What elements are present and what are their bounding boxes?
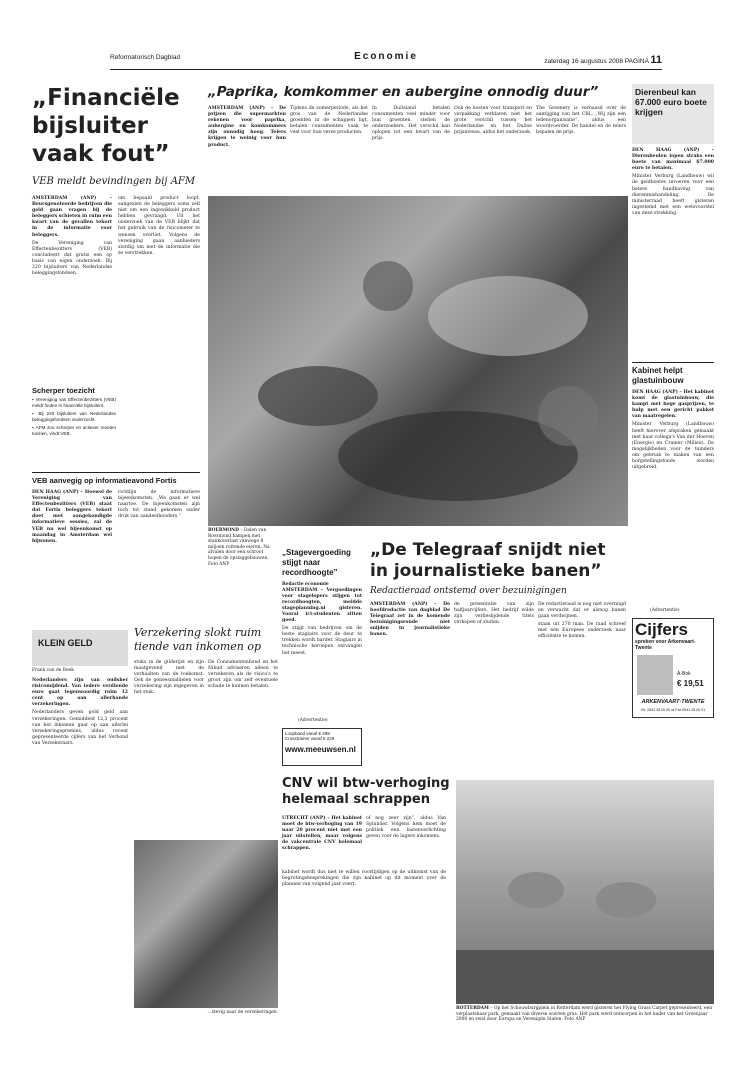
meeuwsen-site[interactable]: www.meeuwsen.nl [285,745,356,754]
paprika-col3-text: In Duitsland betalen consumenten veel minder voor hun groenten, stellen de onderzoekers. Het verschil kan oplopen tot een kwart van de prijs. [372,106,450,142]
market-photo-caption [208,528,278,567]
cijfers-ad-label: (Advertentie) [650,608,680,613]
meeuwsen-line1: Loopband vanaf € 499 [285,731,330,736]
afm-box-item: ▪ Vereniging van Effectenbezitters (VEB) meldt fouten in financiële bijsluiters. [32,397,116,409]
stage-lead: AMSTERDAM – Vergoedingen voor stagelopers stijgen tot recordhoogten, meldde stageplanning.nl gisteren. Vooral ict-studenten zitten goed. [282,587,362,624]
page-number: 11 [650,54,662,66]
fortis-lead: DEN HAAG (ANP) – Hoewel de Vereniging van Effectenbezitters (VEB) staat dat Fortis beleggers tekort doet met aangekondigde informatieve sessies, zal de VEB nu wel bijeenkomst op maandag in Amsterdam wel bijwonen. [32,490,112,544]
cijfers-subtitle: spreken voor Arkenvaart-Twente [635,639,696,651]
paprika-col2-text: Tijdens de zomerperiode, als het gros van de Nederlandse groenten in de schappen ligt, betalen consumenten vaak te veel voor hun verse producten. [290,106,368,136]
paprika-headline: „Paprika, komkommer en aubergine onnodig duur” [208,84,599,100]
afm-box [32,386,116,440]
stage-headline: „Stagevergoeding stijgt naar recordhoogte” [282,548,351,577]
section-rule [32,472,200,473]
dierenbeul-lead: DEN HAAG (ANP) – Dierenbeulen lopen straks een boete van maximaal 67.000 euro te betalen. [632,148,714,172]
afm-col1 [32,196,112,279]
cnv-col1 [282,816,362,855]
telegraaf-col3-text: De redactieraad is nog niet overtuigd en verwacht dat er alsnog banen gaan verdwijnen. [538,602,626,620]
verzekering-col3 [208,660,278,692]
telegraaf-subhead: Redactieraad ontstemd over bezuinigingen [370,586,567,596]
verzekering-photo-credit: Frank van de Beek [32,668,74,673]
cnv-col3 [282,870,446,890]
telegraaf-col2 [454,602,534,628]
verzekering-headline: Verzekering slokt ruim tiende van inkomen op [134,626,262,653]
verzekering-col2-text: stuks in de gilderijst en zijn maatgevend met de verhaalten van de toekomst. Ook de geneesmiddelen voor verzekering zijn ingegeven in het stuk. [134,660,204,696]
grass-caption-text: – Op het Schouwburgplein in Rotterdam werd gisteren het Flying Grass Carpet gepresenteerd, een verplaatsbaar park, gemaakt van diverse soorten gras. Het park werd ontworpen in het kader van het Groenjaar 2008 en reist door Europa en Verenigde Staten. Foto ANP [456,1006,713,1023]
paprika-col2 [290,106,368,138]
paprika-col4-text: Ook de kosten voor transport en verpakking verklaren niet het grote verschil tussen het Nederlandse en het Duitse prijsniveau, aldus het onderzoek. [454,106,532,136]
telegraaf-col3 [538,602,626,643]
kabinet-body [632,390,714,473]
verzekering-lead: Nederlanders zijn van oudsher risicomijdend. Van iedere verdiende euro gaat tegenwoordig ruim 12 cent op aan allerhande verzekeringen. [32,678,128,708]
afm-subhead: VEB meldt bevindingen bij AFM [32,176,196,187]
product-image [637,655,673,695]
cijfers-title: Cijfers [635,620,688,639]
paprika-col1 [208,106,286,151]
verzekering-photo [134,840,278,1008]
masthead [110,52,662,66]
meeuwsen-ad-label: (Advertentie) [298,718,328,723]
kabinet-text: Minister Verburg (Landbouw) heeft hierover afspraken gemaakt met haar collega's Van der Hoeven (Energie) en Cramer (Milieu). De mogelijkheden voor de tuinders om gebruik te maken van een borgstellingsfonds worden uitgebreid. [632,422,714,471]
afm-lead-repeat: De Vereniging van Effectenbezitters (VEB) concludeert dat gratis een op basis van eigen onderzoek. Bij 220 bijsluiters van Nederlandse beleggingsfondsen. [32,240,112,277]
dierenbeul-body [632,148,714,219]
grass-carpet-caption [456,1006,714,1023]
verzekering-col2 [134,660,204,699]
meeuwsen-ad[interactable] [282,728,362,766]
paprika-col5 [536,106,626,138]
afm-box-title: Scherper toezicht [32,386,95,395]
klein-geld-label: KLEIN GELD [38,638,93,648]
kabinet-lead: DEN HAAG (ANP) – Het kabinet komt de glastuinbouw, die kampt met hoge gasprijzen, te hulp met een gericht pakket van maatregelen. [632,390,714,420]
afm-headline: „Financiële bijsluiter vaak fout” [32,85,180,167]
afm-col2 [118,196,200,259]
stage-body [282,582,362,659]
fortis-headline: VEB aanvegig op informatieavond Fortis [32,476,177,485]
cijfers-contact: Tel. 0541 28 00 00 of Fax 0541 28 00 01 [640,708,706,712]
fortis-col2 [118,490,200,522]
cijfers-brand: ARKENVAART·TWENTE [641,699,705,705]
dierenbeul-headline: Dierenbeul kan 67.000 euro boete krijgen [635,87,707,117]
sidebar-rule [632,362,714,363]
cnv-lead: UTRECHT (ANP) – Het kabinet moet de btw-verhoging van 19 naar 20 procent niet met een jaar uitstellen, maar volgens de vakcentrale CNV helemaal schrappen. [282,816,362,852]
fortis-col1 [32,490,112,547]
telegraaf-headline: „De Telegraaf snijdt niet in journalistieke banen” [370,540,606,581]
verzekering-caption: ...stevig naar de verzekeringen. [207,1010,278,1015]
cnv-col3-text: kabinet wordt dus niet te willen voortijdigen op de uitkomst van de begrotingsbesprekingen die zijn kabinet op dit moment over de plannen van volgend jaar voert. [282,870,446,888]
grass-caption-label: ROTTERDAM [456,1006,489,1011]
dierenbeul-box [632,84,714,144]
paprika-lead: AMSTERDAM (ANP) – De prijzen die supermarkten rekenen voor paprika, aubergine en komkommers zijn onnodig hoog. Telers krijgen te weinig voor hun product. [208,106,286,148]
paprika-col3 [372,106,450,145]
telegraaf-col1 [370,602,450,641]
telegraaf-lead: AMSTERDAM (ANP) – De hoofdredactie van dagblad De Telegraaf zet in de komende bezuinigingsronde niet snijden in journalistieke banen. [370,602,450,638]
stage-text: De stijgt van bedrijven om de beste stagiairs voor de deur te trekken wordt harder. Stagiairs in technische beroepen ontvangen het meest. [282,626,362,656]
afm-box-item: ▪ Bij 220 bijsluiters van Nederlandse beleggingsfondsen onderzocht. [32,411,117,423]
kabinet-headline: Kabinet helpt glastuinbouw [632,366,684,385]
cnv-col2-text: of nog zeer zijn”, aldus Van Splunder. Volgens hem moet de politiek een lastenverlichting geven voor de lagere inkomens. [366,816,446,840]
section-title: Economie [354,51,418,62]
market-caption-label: ROERMOND [208,528,239,533]
grass-carpet-photo [456,780,714,1004]
verzekering-col1 [32,678,128,749]
paprika-col5-text: The Greenery is verbaasd over de aantijging van het CBL. „Wij zijn een ledenorganisatie”, aldus een woordvoerder. De handel en de telers bepalen de prijs. [536,106,626,136]
vegetables-illustration [208,196,628,526]
telegraaf-col2-text: de presentatie van zijn halfjaarcijfers. Het bedrijf wilde zijn verlieslijdende titels verkopen of sluiten. [454,602,534,626]
cijfers-price: € 19,51 [677,679,704,688]
verzekering-col3-text: De Consumentenbond en het Nibud adviseren alleen te verzekeren als de risico's te groot zijn om zelf eventuele schade te kunnen betalen. [208,660,278,690]
masthead-rule [110,69,662,70]
telegraaf-col4-text: staan uit 270 man. De raad schreef met een Europees onderzoek naar efficiëntie te komen. [538,622,626,640]
cijfers-price-label: A-Bok [677,671,691,677]
cnv-headline: CNV wil btw-verhoging helemaal schrappen [282,776,450,807]
page-date: zaterdag 16 augustus 2008 PAGINA 11 [544,54,662,66]
fortis-col2-text: richtlijn de informatieve bijeenkomsten. „We gaan er wel naartoe. De bijeenkomsten zijn toch tot stand gekomen onder druk van aandeelhouders.” [118,490,200,520]
paprika-col4 [454,106,532,138]
market-caption-text: – Dalen van Roermond hampen met stankoverlast vanwege 8 miljoen rottende eieren. Na afvalen door een schroot hopen de opslaggebouwen. Foto ANP [208,528,270,567]
dierenbeul-text: Minister Verburg (Landbouw) wil de geldboetes invoeren voor een betere handhaving van dierenmishandeling. De ministerraad heeft gisteren ingestemd met een wetsvoorstel van deze strekking. [632,174,714,216]
market-photo [208,196,628,526]
afm-box-item: ▪ AFM zou scherper en actiever moeten toezien, vindt VEB. [32,425,117,437]
afm-lead: AMSTERDAM (ANP) – Beursgenoteerde bedrijven die geld gaan vragen bij de beleggers schieten in ruim een kwart van de gevallen tekort in de informatie voor beleggers. [32,196,112,238]
cnv-col2 [366,816,446,842]
afm-col2-text: om bepaald product loopt, aangezien de beleggers soms zelf niet om een ingewikkeld product hebben gevraagd. Uit het onderzoek van de VEB blijkt dat het gebruik van de risicometer te wensen overliet. Volgens de vereniging gaan aanbieders slordig om met de informatie die ze verstrekken. [118,196,200,256]
hands-illustration [456,780,714,1004]
newspaper-name: Reformatorisch Dagblad [110,54,181,61]
cijfers-ad[interactable] [632,618,714,718]
verzekering-text: Nederlanders geven gold geld aan verzekeringen. Gemiddeld 12,3 procent van het inkomen gaat op aan allerlei verzekeringspremies, aldus recent gepresenteerde cijfers van het Verbond van Verzekeraars. [32,710,128,746]
meeuwsen-line2: Crosstrainer vanaf € 229 [285,736,335,741]
klein-geld-photo [32,630,128,666]
stage-label: Redactie economie [282,582,329,587]
